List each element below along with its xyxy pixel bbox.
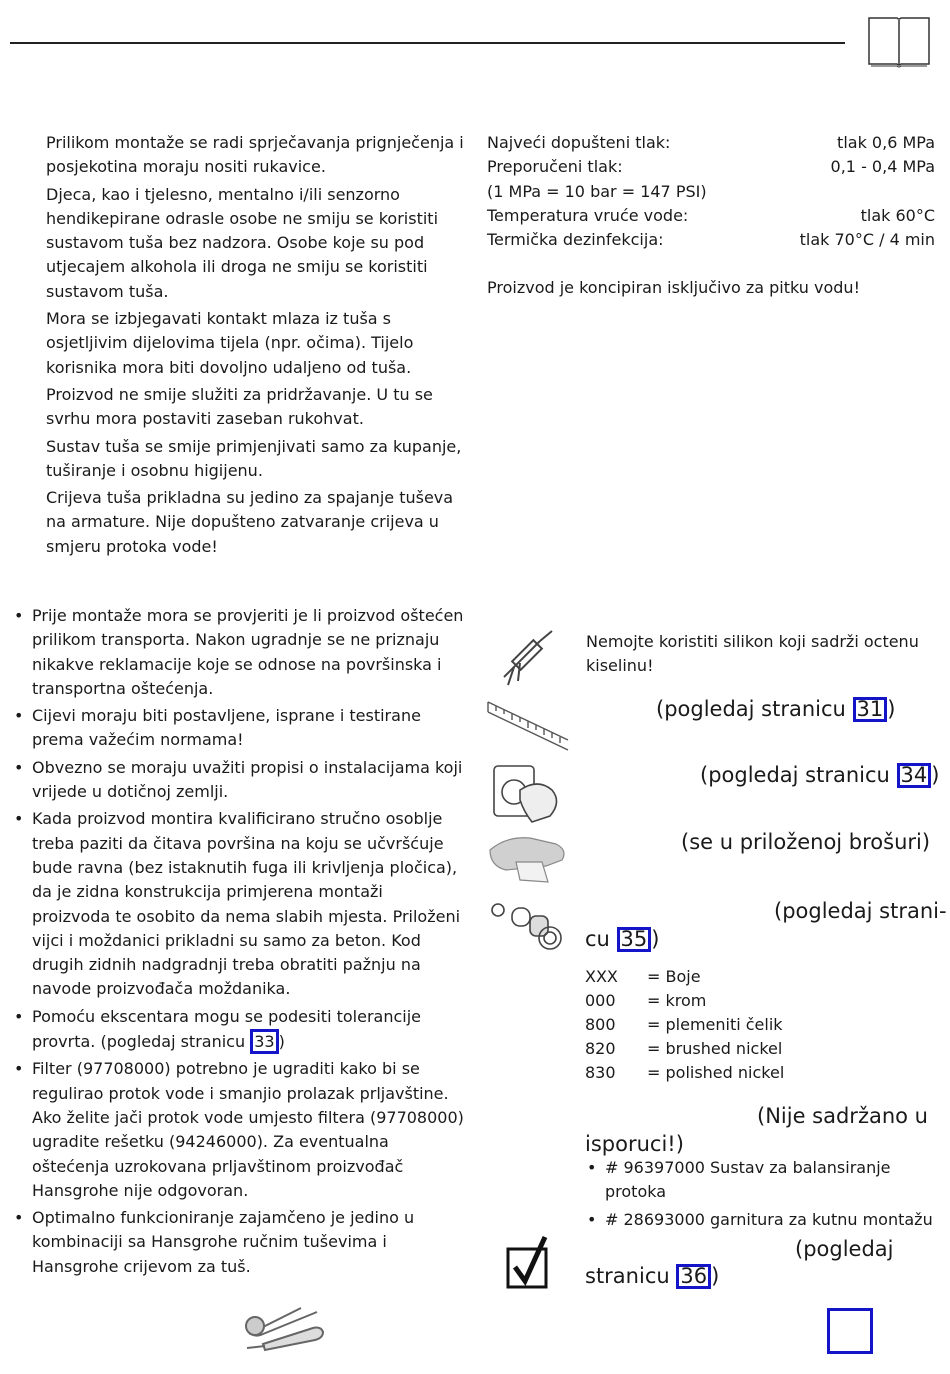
- reference-text: (pogledaj stranicu: [656, 697, 853, 721]
- spec-row: [487, 228, 935, 252]
- test-reference-a: (pogledaj: [795, 1237, 894, 1261]
- safety-paragraph: Crijeva tuša prikladna su jedino za spajanje tuševa na armature. Nije dopušteno zatvaranje crijeva u smjeru protoka vode!: [46, 488, 454, 556]
- test-reference-b: [585, 1261, 719, 1292]
- manual-book-icon: [866, 14, 932, 70]
- finish-codes-table: [585, 965, 784, 1085]
- installation-notes: [12, 604, 464, 1282]
- reference-text: ): [931, 763, 940, 787]
- cleaning-reference: [700, 760, 939, 791]
- safety-instructions: [46, 131, 464, 562]
- list-item: [12, 756, 464, 805]
- finish-code: 820: [585, 1039, 616, 1058]
- checkbox-test-icon: [505, 1235, 551, 1291]
- finish-row: [585, 1037, 784, 1061]
- list-item-text: Kada proizvod montira kvalificirano stručno osoblje treba paziti da čitava površina na koju se učvršćuje bude ravna (bez istaknutih fuga ili krivljenja pločica), da je zidna konstrukcija primjerena montaži proizvoda te osobito da nema slabih mjesta. Priloženi vijci i moždanici prikladni su samo za beton. Kod drugih zidnih nadgradnji treba obratiti pažnju na navode proizvođača moždanika.: [32, 809, 461, 999]
- spare-parts-icon: [488, 898, 574, 954]
- finish-name: = brushed nickel: [647, 1039, 783, 1058]
- parts-reference-a: (pogledaj strani-: [774, 899, 947, 923]
- list-item-text: Prije montaže mora se provjeriti je li proizvod oštećen prilikom transporta. Nakon ugradnje se ne priznaju nikakve reklamacije koje se odnose na površinska i transportna oštećenja.: [32, 606, 464, 698]
- finish-code: 000: [585, 991, 616, 1010]
- hand-cloth-icon: [486, 826, 572, 884]
- spec-row: [487, 131, 935, 155]
- silicone-gun-icon: [494, 627, 556, 689]
- spec-label: Temperatura vruće vode:: [487, 205, 689, 225]
- spec-value: tlak 60°C: [860, 205, 935, 225]
- safety-paragraph: Djeca, kao i tjelesno, mentalno i/ili senzorno hendikepirane odrasle osobe ne smiju se koristiti sustavom tuša bez nadzora. Osobe koje su pod utjecajem alkohola ili droga ne smiju se koristiti sustavom tuša.: [46, 184, 439, 301]
- list-item: [12, 1005, 464, 1055]
- reference-text: ): [651, 927, 660, 951]
- list-item: [12, 1206, 464, 1279]
- list-item-text: Obvezno se moraju uvažiti propisi o instalacijama koji vrijede u dotičnoj zemlji.: [32, 757, 463, 802]
- spec-label: Termička dezinfekcija:: [487, 230, 664, 250]
- finish-code: 800: [585, 1015, 616, 1034]
- page-link-35[interactable]: 35: [617, 927, 652, 952]
- list-item: • # 28693000 garnitura za kutnu montažu: [585, 1208, 950, 1232]
- safety-paragraph: Prilikom montaže se radi sprječavanja prignječenja i posjekotina moraju nositi rukavice.: [46, 133, 464, 177]
- spec-row: [487, 180, 935, 204]
- accessories-note-b: isporuci!): [585, 1132, 684, 1156]
- safety-paragraph: Proizvod ne smije služiti za pridržavanje. U tu se svrhu mora postaviti zaseban rukohvat.: [46, 384, 433, 429]
- page-link-34[interactable]: 34: [897, 763, 932, 788]
- ruler-icon: [486, 698, 572, 752]
- reference-text: stranicu: [585, 1264, 677, 1288]
- list-item-text: Cijevi moraju biti postavljene, isprane i testirane prema važećim normama!: [32, 706, 421, 750]
- list-item: [12, 807, 464, 1001]
- accessories-note-a: (Nije sadržano u: [757, 1104, 928, 1128]
- brochure-reference: (se u priloženoj brošuri): [681, 830, 931, 854]
- reference-text: (pogledaj stranicu: [700, 763, 897, 787]
- finish-code: 830: [585, 1063, 616, 1082]
- dimensions-reference: [656, 694, 895, 725]
- spec-label: Preporučeni tlak:: [487, 157, 623, 177]
- knob-hand-icon: [490, 760, 564, 826]
- drinking-water-note: Proizvod je koncipiran isključivo za pitku vodu!: [487, 278, 860, 297]
- spec-label: (1 MPa = 10 bar = 147 PSI): [487, 181, 707, 201]
- reference-text: cu: [585, 927, 617, 951]
- safety-paragraph: Sustav tuša se smije primjenjivati samo za kupanje, tuširanje i osobnu higijenu.: [46, 436, 462, 480]
- list-item: [12, 1057, 464, 1203]
- list-item-text: Optimalno funkcioniranje zajamčeno je jedino u kombinaciji sa Hansgrohe ručnim tuševima i Hansgrohe crijevom za tuš.: [32, 1208, 415, 1276]
- spec-value: tlak 70°C / 4 min: [799, 230, 935, 250]
- reference-text: ): [711, 1264, 720, 1288]
- empty-link-box[interactable]: [827, 1308, 873, 1354]
- list-item: • # 96397000 Sustav za balansiranje protoka: [585, 1156, 950, 1205]
- spec-value: tlak 0,6 MPa: [837, 133, 935, 152]
- list-item-text: Pomoću ekscentara mogu se podesiti tolerancije provrta. (pogledaj stranicu: [32, 1006, 421, 1052]
- finish-row: [585, 965, 784, 989]
- page-link-33[interactable]: 33: [250, 1029, 278, 1054]
- page-link-31[interactable]: 31: [853, 697, 888, 722]
- spec-value: 0,1 - 0,4 MPa: [830, 157, 935, 177]
- finish-name: = Boje: [647, 967, 701, 986]
- technical-specs: [487, 131, 935, 252]
- list-item-text: Filter (97708000) potrebno je ugraditi kako bi se regulirao protok vode i smanjio prolazak prljavštine. Ako želite jači protok vode umjesto filtera (97708000) ugradite rešetku (94246000). Za eventualna oštećenja uzrokovana prljavštinom proizvođač Hansgrohe nije odgovoran.: [32, 1059, 464, 1200]
- spec-row: [487, 204, 935, 228]
- finish-row: [585, 1013, 784, 1037]
- silicone-warning: Nemojte koristiti silikon koji sadrži octenu kiselinu!: [586, 632, 919, 676]
- spec-label: Najveći dopušteni tlak:: [487, 133, 671, 152]
- finish-code: XXX: [585, 967, 618, 986]
- safety-paragraph: Mora se izbjegavati kontakt mlaza iz tuša s osjetljivim dijelovima tijela (npr. očima). Tijelo korisnika mora biti dovoljno udaljeno od tuša.: [46, 309, 414, 377]
- finish-name: = krom: [647, 991, 707, 1010]
- reference-text: ): [887, 697, 896, 721]
- parts-reference-b: [585, 924, 659, 955]
- spec-row: [487, 155, 935, 179]
- finish-row: [585, 1061, 784, 1085]
- finish-row: [585, 989, 784, 1013]
- header-rule: [10, 42, 845, 44]
- accessories-list: [585, 1156, 950, 1235]
- list-item: [12, 704, 464, 753]
- finish-name: = plemeniti čelik: [647, 1015, 783, 1034]
- page-link-36[interactable]: 36: [676, 1264, 711, 1289]
- tools-icon: [243, 1300, 327, 1356]
- list-item: [12, 604, 464, 701]
- list-item-text: ): [278, 1032, 285, 1052]
- finish-name: = polished nickel: [647, 1063, 785, 1082]
